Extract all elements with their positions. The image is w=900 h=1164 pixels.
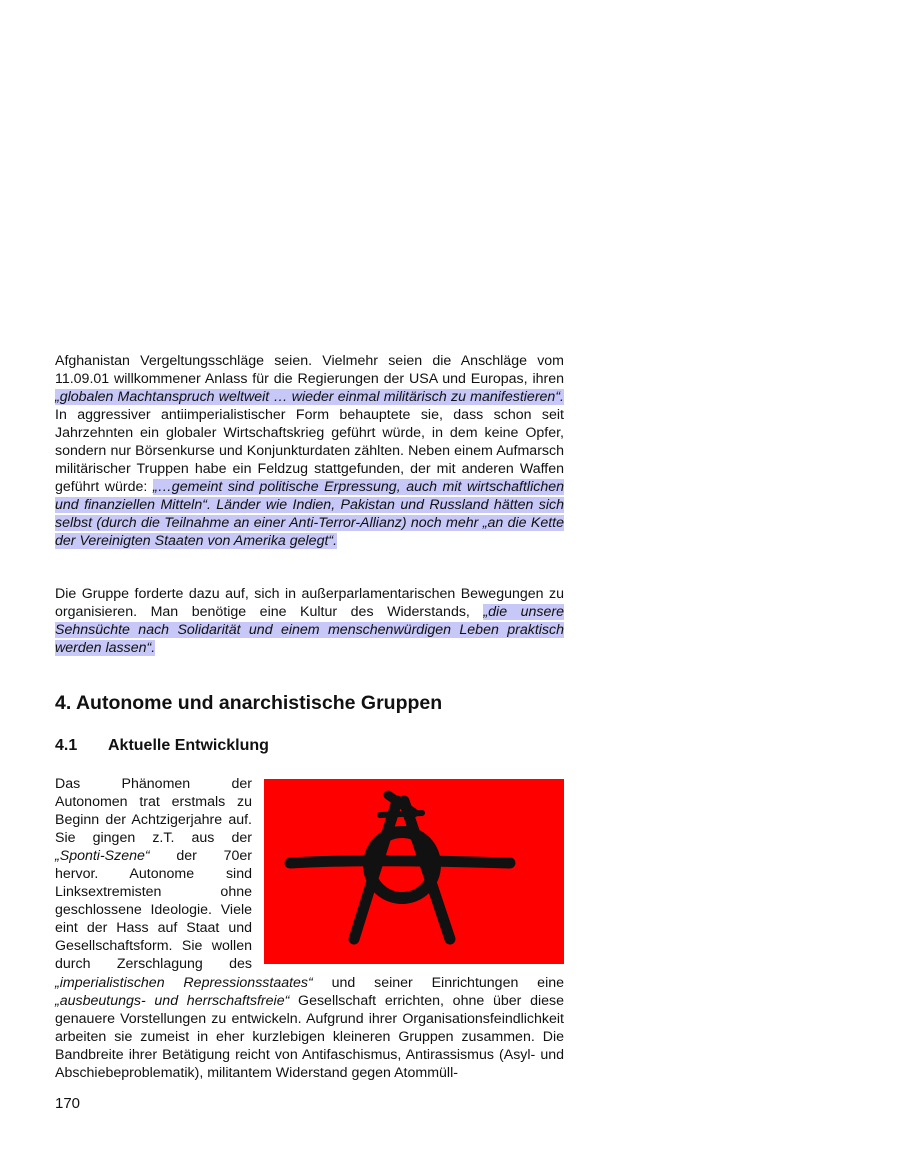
text-run: der 70er hervor. Autonome sind Linksextremisten ohne geschlossene Ideologie. Viele eint der Hass auf Staat und Gesellschaftsform. Sie wollen durch Zerschlagung des <box>55 848 252 973</box>
highlighted-quote: „…gemeint sind politische Erpressung, auch mit wirtschaftlichen und finanziellen Mitteln“. Länder wie Indien, Pakistan und Russland hätten sich selbst (durch die Teilnahme an einer Anti-Terror-Allianz) noch mehr „an die Kette der Vereinigten Staaten von Amerika gelegt“. <box>55 479 564 550</box>
paragraph-text <box>55 352 564 551</box>
paragraph-autonome <box>55 775 564 1082</box>
text-run: Die Gruppe forderte dazu auf, sich in außerparlamentarischen Bewegungen zu organisieren. Man benötige eine Kultur des Widerstands, <box>55 586 564 621</box>
quote: „Sponti-Szene“ <box>55 848 150 865</box>
paragraph-afghanistan <box>55 352 564 551</box>
highlighted-quote: „globalen Machtanspruch weltweit … wieder einmal militärisch zu manifestieren“. <box>55 389 564 406</box>
text-run: Afghanistan Vergeltungsschläge seien. Vielmehr seien die Anschläge vom 11.09.01 willkommener Anlass für die Regierungen der USA und Europas, ihren <box>55 353 564 388</box>
subsection-number: 4.1 <box>55 737 78 754</box>
subsection-title: Aktuelle Entwicklung <box>108 737 269 754</box>
quote: „imperialistischen Repressionsstaates“ <box>55 974 313 991</box>
page-number: 170 <box>55 1095 81 1112</box>
subsection-heading <box>55 737 269 755</box>
text-run: und seiner Einrichtungen eine <box>312 974 565 991</box>
paragraph-group-call <box>55 585 564 657</box>
section-heading: 4. Autonome und anarchistische Gruppen <box>55 692 443 714</box>
text-run: In aggressiver antiimperialistischer Form behauptete sie, dass schon seit Jahrzehnten ein globaler Wirtschaftskrieg geführt würde, in dem keine Opfer, sondern nur Börsenkurse und Konjunkturdaten zählten. Neben einem Aufmarsch militärischer Truppen habe ein Feldzug stattgefunden, der mit anderen Waffen geführt würde: <box>55 407 564 496</box>
quote: „ausbeutungs- und herrschaftsfreie“ <box>55 992 290 1009</box>
paragraph-text <box>55 585 564 657</box>
highlighted-quote: „die unsere Sehnsüchte nach Solidarität und einem menschenwürdigen Leben praktisch werden lassen“. <box>55 604 565 657</box>
text-run: Gesellschaft errichten, ohne über diese genauere Vorstellungen zu entwickeln. Aufgrund ihrer Organisationsfeindlichkeit arbeiten sie zumeist in eher kurzlebigen kleineren Gruppen zusammen. Die Bandbreite ihrer Betätigung reicht von Antifaschismus, Antirassismus (Asyl- und Abschiebeproblematik), militantem Widerstand gegen Atommüll- <box>55 992 564 1081</box>
text-run: Das Phänomen der Autonomen trat erstmals zu Beginn der Achtzigerjahre auf. Sie gingen z.T. aus der <box>55 776 252 847</box>
anarchy-flag-image <box>264 779 564 964</box>
anarchy-symbol-icon <box>264 779 564 964</box>
